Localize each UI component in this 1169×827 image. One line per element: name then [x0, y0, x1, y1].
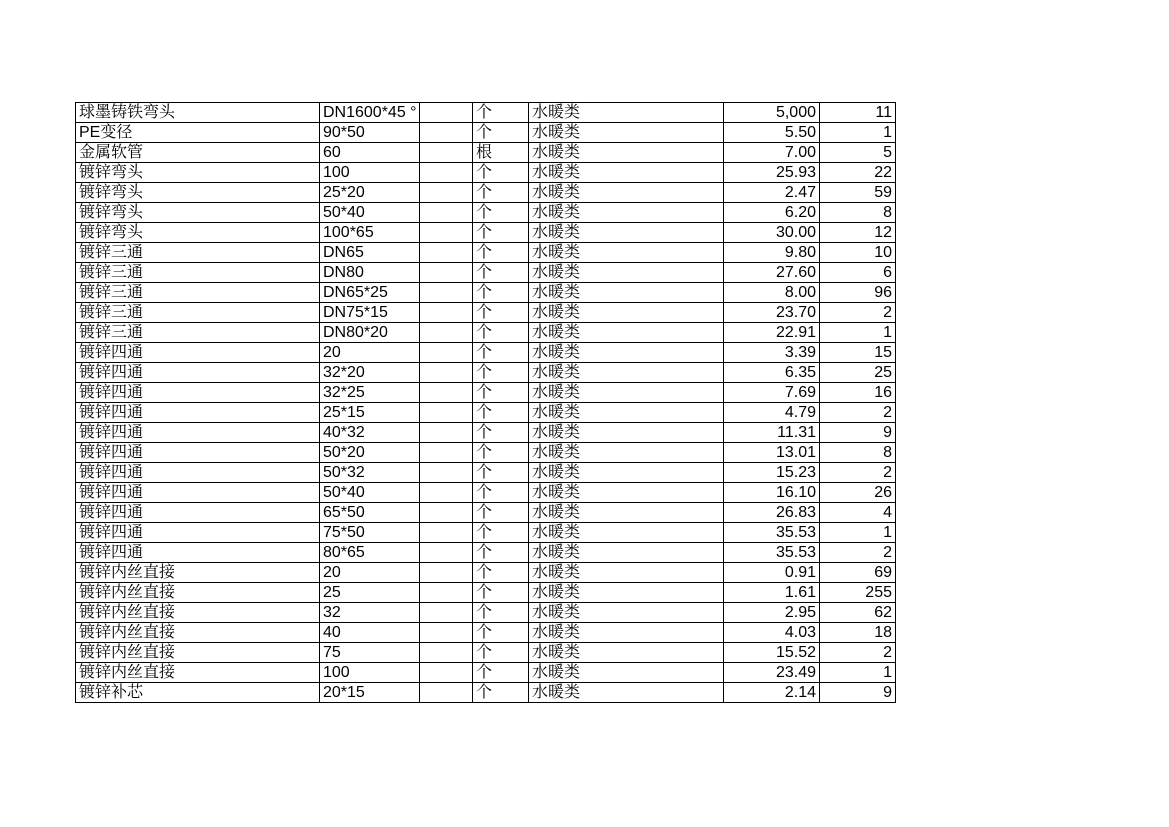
cell-price: 5.50 [724, 123, 820, 143]
cell-price: 4.03 [724, 623, 820, 643]
cell-name: 镀锌三通 [76, 263, 320, 283]
cell-spec: 50*20 [320, 443, 420, 463]
cell-note [420, 683, 473, 703]
cell-price: 35.53 [724, 523, 820, 543]
cell-spec: 100 [320, 663, 420, 683]
cell-price: 2.14 [724, 683, 820, 703]
cell-name: 镀锌四通 [76, 443, 320, 463]
cell-spec: 50*40 [320, 483, 420, 503]
cell-spec: 20 [320, 563, 420, 583]
table-row [76, 583, 896, 603]
table-row [76, 603, 896, 623]
table-row [76, 383, 896, 403]
cell-note [420, 323, 473, 343]
cell-category: 水暖类 [529, 203, 724, 223]
cell-price: 35.53 [724, 543, 820, 563]
cell-qty: 22 [820, 163, 896, 183]
cell-spec: 75 [320, 643, 420, 663]
cell-spec: 60 [320, 143, 420, 163]
cell-name: 镀锌四通 [76, 483, 320, 503]
table-row [76, 423, 896, 443]
cell-qty: 62 [820, 603, 896, 623]
table-row [76, 323, 896, 343]
cell-qty: 6 [820, 263, 896, 283]
cell-price: 30.00 [724, 223, 820, 243]
cell-spec: DN65 [320, 243, 420, 263]
cell-price: 0.91 [724, 563, 820, 583]
cell-spec: 32*25 [320, 383, 420, 403]
cell-note [420, 223, 473, 243]
cell-qty: 69 [820, 563, 896, 583]
table-row [76, 543, 896, 563]
cell-qty: 4 [820, 503, 896, 523]
cell-unit: 个 [473, 183, 529, 203]
cell-note [420, 503, 473, 523]
cell-name: 镀锌内丝直接 [76, 603, 320, 623]
cell-category: 水暖类 [529, 503, 724, 523]
table-row [76, 523, 896, 543]
table-body [76, 103, 896, 703]
cell-unit: 个 [473, 523, 529, 543]
cell-category: 水暖类 [529, 383, 724, 403]
cell-unit: 个 [473, 463, 529, 483]
cell-price: 15.23 [724, 463, 820, 483]
cell-qty: 1 [820, 523, 896, 543]
cell-qty: 9 [820, 683, 896, 703]
cell-spec: 65*50 [320, 503, 420, 523]
inventory-table [75, 102, 896, 703]
cell-category: 水暖类 [529, 623, 724, 643]
table-row [76, 343, 896, 363]
cell-note [420, 463, 473, 483]
cell-note [420, 363, 473, 383]
cell-qty: 5 [820, 143, 896, 163]
cell-category: 水暖类 [529, 543, 724, 563]
cell-name: 镀锌弯头 [76, 203, 320, 223]
cell-price: 27.60 [724, 263, 820, 283]
cell-qty: 18 [820, 623, 896, 643]
cell-note [420, 103, 473, 123]
cell-name: 镀锌三通 [76, 323, 320, 343]
cell-qty: 59 [820, 183, 896, 203]
cell-spec: 50*40 [320, 203, 420, 223]
cell-note [420, 283, 473, 303]
cell-unit: 个 [473, 223, 529, 243]
table-row [76, 563, 896, 583]
table-row [76, 663, 896, 683]
table-row [76, 223, 896, 243]
cell-category: 水暖类 [529, 183, 724, 203]
cell-spec: 90*50 [320, 123, 420, 143]
cell-note [420, 263, 473, 283]
cell-unit: 个 [473, 543, 529, 563]
cell-unit: 个 [473, 503, 529, 523]
cell-qty: 2 [820, 303, 896, 323]
cell-category: 水暖类 [529, 283, 724, 303]
cell-category: 水暖类 [529, 243, 724, 263]
cell-spec: DN1600*45 ° [320, 103, 420, 123]
cell-price: 2.95 [724, 603, 820, 623]
cell-unit: 个 [473, 663, 529, 683]
cell-unit: 个 [473, 443, 529, 463]
table-row [76, 283, 896, 303]
cell-unit: 个 [473, 263, 529, 283]
cell-price: 7.69 [724, 383, 820, 403]
cell-price: 23.49 [724, 663, 820, 683]
table-row [76, 123, 896, 143]
cell-price: 3.39 [724, 343, 820, 363]
cell-category: 水暖类 [529, 103, 724, 123]
cell-qty: 12 [820, 223, 896, 243]
cell-qty: 26 [820, 483, 896, 503]
cell-spec: 25*20 [320, 183, 420, 203]
cell-note [420, 143, 473, 163]
cell-note [420, 543, 473, 563]
cell-unit: 个 [473, 683, 529, 703]
cell-name: 镀锌四通 [76, 503, 320, 523]
cell-category: 水暖类 [529, 523, 724, 543]
cell-name: 镀锌四通 [76, 343, 320, 363]
cell-note [420, 643, 473, 663]
cell-price: 1.61 [724, 583, 820, 603]
cell-spec: DN65*25 [320, 283, 420, 303]
cell-spec: DN80 [320, 263, 420, 283]
cell-category: 水暖类 [529, 683, 724, 703]
cell-spec: 40 [320, 623, 420, 643]
cell-spec: 40*32 [320, 423, 420, 443]
table-row [76, 463, 896, 483]
cell-spec: 32 [320, 603, 420, 623]
cell-unit: 个 [473, 123, 529, 143]
cell-note [420, 203, 473, 223]
table-row [76, 643, 896, 663]
cell-unit: 个 [473, 163, 529, 183]
cell-name: 镀锌内丝直接 [76, 643, 320, 663]
cell-unit: 个 [473, 243, 529, 263]
table-row [76, 203, 896, 223]
table-row [76, 163, 896, 183]
cell-category: 水暖类 [529, 223, 724, 243]
cell-category: 水暖类 [529, 463, 724, 483]
cell-unit: 个 [473, 423, 529, 443]
cell-category: 水暖类 [529, 663, 724, 683]
cell-note [420, 583, 473, 603]
cell-price: 9.80 [724, 243, 820, 263]
cell-qty: 2 [820, 543, 896, 563]
cell-spec: 20 [320, 343, 420, 363]
table-row [76, 183, 896, 203]
cell-qty: 1 [820, 663, 896, 683]
cell-note [420, 443, 473, 463]
cell-note [420, 123, 473, 143]
cell-name: 镀锌内丝直接 [76, 583, 320, 603]
cell-spec: 32*20 [320, 363, 420, 383]
cell-note [420, 423, 473, 443]
cell-unit: 个 [473, 643, 529, 663]
cell-spec: DN75*15 [320, 303, 420, 323]
cell-unit: 个 [473, 383, 529, 403]
cell-note [420, 343, 473, 363]
cell-unit: 个 [473, 363, 529, 383]
table-row [76, 683, 896, 703]
cell-category: 水暖类 [529, 423, 724, 443]
cell-name: 镀锌四通 [76, 363, 320, 383]
cell-note [420, 163, 473, 183]
table-row [76, 623, 896, 643]
cell-qty: 25 [820, 363, 896, 383]
cell-price: 26.83 [724, 503, 820, 523]
cell-name: 镀锌三通 [76, 283, 320, 303]
cell-name: PE变径 [76, 123, 320, 143]
cell-qty: 2 [820, 463, 896, 483]
cell-price: 6.35 [724, 363, 820, 383]
cell-qty: 8 [820, 203, 896, 223]
cell-unit: 个 [473, 283, 529, 303]
cell-category: 水暖类 [529, 403, 724, 423]
cell-category: 水暖类 [529, 563, 724, 583]
cell-name: 镀锌三通 [76, 243, 320, 263]
cell-unit: 个 [473, 623, 529, 643]
cell-spec: 75*50 [320, 523, 420, 543]
cell-price: 16.10 [724, 483, 820, 503]
cell-note [420, 243, 473, 263]
table-row [76, 143, 896, 163]
cell-price: 23.70 [724, 303, 820, 323]
cell-category: 水暖类 [529, 123, 724, 143]
cell-category: 水暖类 [529, 343, 724, 363]
table-row [76, 243, 896, 263]
cell-qty: 1 [820, 323, 896, 343]
cell-price: 8.00 [724, 283, 820, 303]
cell-qty: 2 [820, 403, 896, 423]
cell-name: 镀锌弯头 [76, 183, 320, 203]
cell-price: 11.31 [724, 423, 820, 443]
cell-qty: 2 [820, 643, 896, 663]
cell-name: 镀锌内丝直接 [76, 563, 320, 583]
cell-spec: 100*65 [320, 223, 420, 243]
cell-note [420, 603, 473, 623]
cell-name: 镀锌三通 [76, 303, 320, 323]
cell-unit: 个 [473, 343, 529, 363]
table-row [76, 443, 896, 463]
cell-category: 水暖类 [529, 443, 724, 463]
cell-name: 镀锌弯头 [76, 223, 320, 243]
cell-spec: 25 [320, 583, 420, 603]
cell-price: 25.93 [724, 163, 820, 183]
cell-spec: DN80*20 [320, 323, 420, 343]
cell-category: 水暖类 [529, 323, 724, 343]
cell-note [420, 663, 473, 683]
cell-unit: 个 [473, 563, 529, 583]
cell-unit: 个 [473, 203, 529, 223]
cell-price: 15.52 [724, 643, 820, 663]
cell-name: 镀锌四通 [76, 463, 320, 483]
cell-spec: 80*65 [320, 543, 420, 563]
cell-unit: 个 [473, 303, 529, 323]
cell-name: 镀锌四通 [76, 523, 320, 543]
cell-price: 22.91 [724, 323, 820, 343]
table-row [76, 363, 896, 383]
cell-unit: 个 [473, 483, 529, 503]
cell-category: 水暖类 [529, 583, 724, 603]
cell-category: 水暖类 [529, 163, 724, 183]
cell-unit: 根 [473, 143, 529, 163]
cell-name: 镀锌弯头 [76, 163, 320, 183]
cell-price: 4.79 [724, 403, 820, 423]
cell-spec: 25*15 [320, 403, 420, 423]
cell-qty: 96 [820, 283, 896, 303]
cell-price: 7.00 [724, 143, 820, 163]
cell-spec: 50*32 [320, 463, 420, 483]
cell-name: 镀锌四通 [76, 403, 320, 423]
cell-category: 水暖类 [529, 303, 724, 323]
cell-qty: 16 [820, 383, 896, 403]
cell-name: 球墨铸铁弯头 [76, 103, 320, 123]
table-row [76, 403, 896, 423]
cell-unit: 个 [473, 603, 529, 623]
cell-category: 水暖类 [529, 143, 724, 163]
cell-spec: 100 [320, 163, 420, 183]
cell-category: 水暖类 [529, 363, 724, 383]
cell-note [420, 383, 473, 403]
cell-note [420, 403, 473, 423]
cell-qty: 10 [820, 243, 896, 263]
cell-name: 镀锌四通 [76, 543, 320, 563]
cell-price: 6.20 [724, 203, 820, 223]
table-row [76, 103, 896, 123]
table-row [76, 303, 896, 323]
cell-qty: 1 [820, 123, 896, 143]
cell-note [420, 483, 473, 503]
cell-unit: 个 [473, 103, 529, 123]
cell-qty: 15 [820, 343, 896, 363]
cell-note [420, 303, 473, 323]
cell-price: 2.47 [724, 183, 820, 203]
table-row [76, 483, 896, 503]
cell-note [420, 623, 473, 643]
cell-category: 水暖类 [529, 643, 724, 663]
cell-category: 水暖类 [529, 483, 724, 503]
cell-qty: 255 [820, 583, 896, 603]
cell-unit: 个 [473, 323, 529, 343]
cell-spec: 20*15 [320, 683, 420, 703]
cell-name: 镀锌内丝直接 [76, 623, 320, 643]
cell-name: 镀锌补芯 [76, 683, 320, 703]
cell-unit: 个 [473, 403, 529, 423]
cell-name: 镀锌四通 [76, 423, 320, 443]
cell-name: 镀锌四通 [76, 383, 320, 403]
cell-name: 金属软管 [76, 143, 320, 163]
cell-qty: 8 [820, 443, 896, 463]
cell-name: 镀锌内丝直接 [76, 663, 320, 683]
cell-category: 水暖类 [529, 603, 724, 623]
cell-unit: 个 [473, 583, 529, 603]
table-row [76, 263, 896, 283]
cell-qty: 11 [820, 103, 896, 123]
cell-price: 13.01 [724, 443, 820, 463]
cell-price: 5,000 [724, 103, 820, 123]
table-row [76, 503, 896, 523]
cell-category: 水暖类 [529, 263, 724, 283]
cell-note [420, 563, 473, 583]
cell-qty: 9 [820, 423, 896, 443]
cell-note [420, 183, 473, 203]
cell-note [420, 523, 473, 543]
